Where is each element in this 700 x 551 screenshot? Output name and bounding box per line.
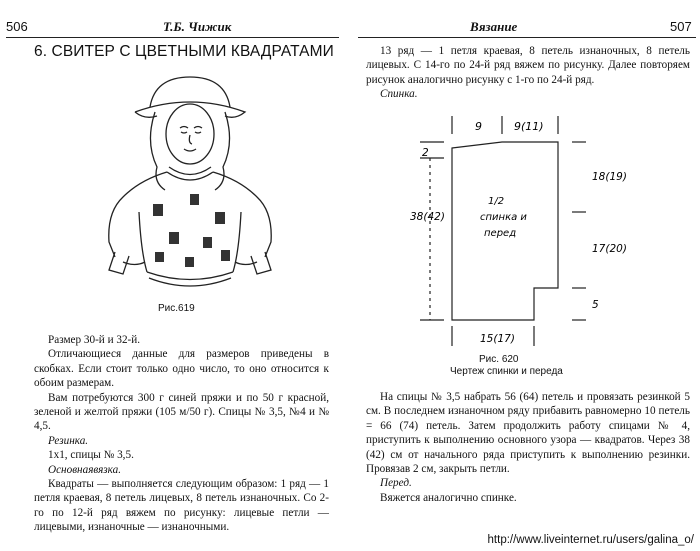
right-body-text	[366, 390, 690, 505]
footer-url: http://www.liveinternet.ru/users/galina_o/	[487, 534, 694, 546]
right-running-header: Вязание	[470, 19, 518, 34]
dim-left-main: 38(42)	[410, 211, 445, 223]
dim-top-left: 9	[475, 120, 482, 133]
paragraph: На спицы № 3,5 набрать 56 (64) петель и провязать резинкой 5 см. В последнем изнаночном ряду прибавить равномерно 10 петель = 66 (74) петель. Затем продолжить работу спицами № 4, приступить к выполнению основного узора — квадратов. Через 38 (42) см от начального ряда приступить к выполнению резинки. Провязав 2 см, закрыть петли.	[366, 391, 690, 476]
figure-620-caption: Рис. 620	[479, 354, 519, 365]
paragraph: 1х1, спицы № 3,5.	[48, 449, 134, 462]
paragraph: Вам потребуются 300 г синей пряжи и по 50 г красной, зеленой и желтой пряжи (105 м/50 г). Спицы № 3,5, №4 и № 4,5.	[34, 391, 329, 433]
paragraph: Вяжется аналогично спинке.	[380, 491, 517, 504]
paragraph: 13 ряд — 1 петля краевая, 8 петель изнаночных, 8 петель лицевых. С 14-го по 24-й ряд вяжем по рисунку. Далее повторяем рисунок аналогично рисунку с 1-го по 24-й ряд.	[366, 45, 690, 86]
dim-right-bottom: 5	[592, 299, 599, 311]
diagram-label-front: перед	[484, 228, 517, 239]
left-page-number: 506	[6, 19, 28, 34]
figure-619-caption: Рис.619	[158, 303, 195, 314]
left-page	[0, 0, 345, 551]
dim-bottom: 15(17)	[480, 333, 515, 345]
dim-top-right: 9(11)	[514, 120, 544, 133]
diagram-label-back-front: спинка и	[480, 212, 527, 223]
subheading-main-pattern: Основнаявязка.	[48, 463, 122, 476]
subheading-back: Спинка.	[380, 88, 418, 101]
right-header-rule	[358, 37, 696, 38]
right-top-text	[366, 44, 690, 102]
chapter-title: 6. СВИТЕР С ЦВЕТНЫМИ КВАДРАТАМИ	[34, 43, 334, 60]
left-header-rule	[6, 37, 339, 38]
figure-620-subcaption: Чертеж спинки и переда	[450, 366, 563, 377]
left-body-text	[34, 333, 329, 535]
subheading-front: Перед.	[380, 477, 412, 490]
right-page	[350, 0, 700, 551]
dim-left-top: 2	[422, 147, 429, 159]
paragraph: Отличающиеся данные для размеров приведены в скобках. Если стоит только одно число, то оно относится к обоим размерам.	[34, 348, 329, 390]
paragraph: Квадраты — выполняется следующим образом: 1 ряд — 1 петля краевая, 8 петель лицевых, 8 петель изнаночных. Со 2-го по 12-й ряд вяжем по рисунку: лицевые петли — лицевыми, изнаночные — изнаночными.	[34, 478, 329, 534]
left-running-header: Т.Б. Чижик	[163, 19, 232, 34]
diagram-label-half: 1/2	[488, 196, 505, 207]
pattern-diagram	[410, 112, 660, 352]
dim-right-top: 18(19)	[592, 171, 627, 183]
right-page-number: 507	[670, 19, 692, 34]
sweater-illustration	[95, 72, 285, 297]
paragraph: Размер 30-й и 32-й.	[48, 334, 141, 346]
subheading-rib: Резинка.	[48, 434, 89, 447]
dim-right-mid: 17(20)	[592, 243, 627, 255]
